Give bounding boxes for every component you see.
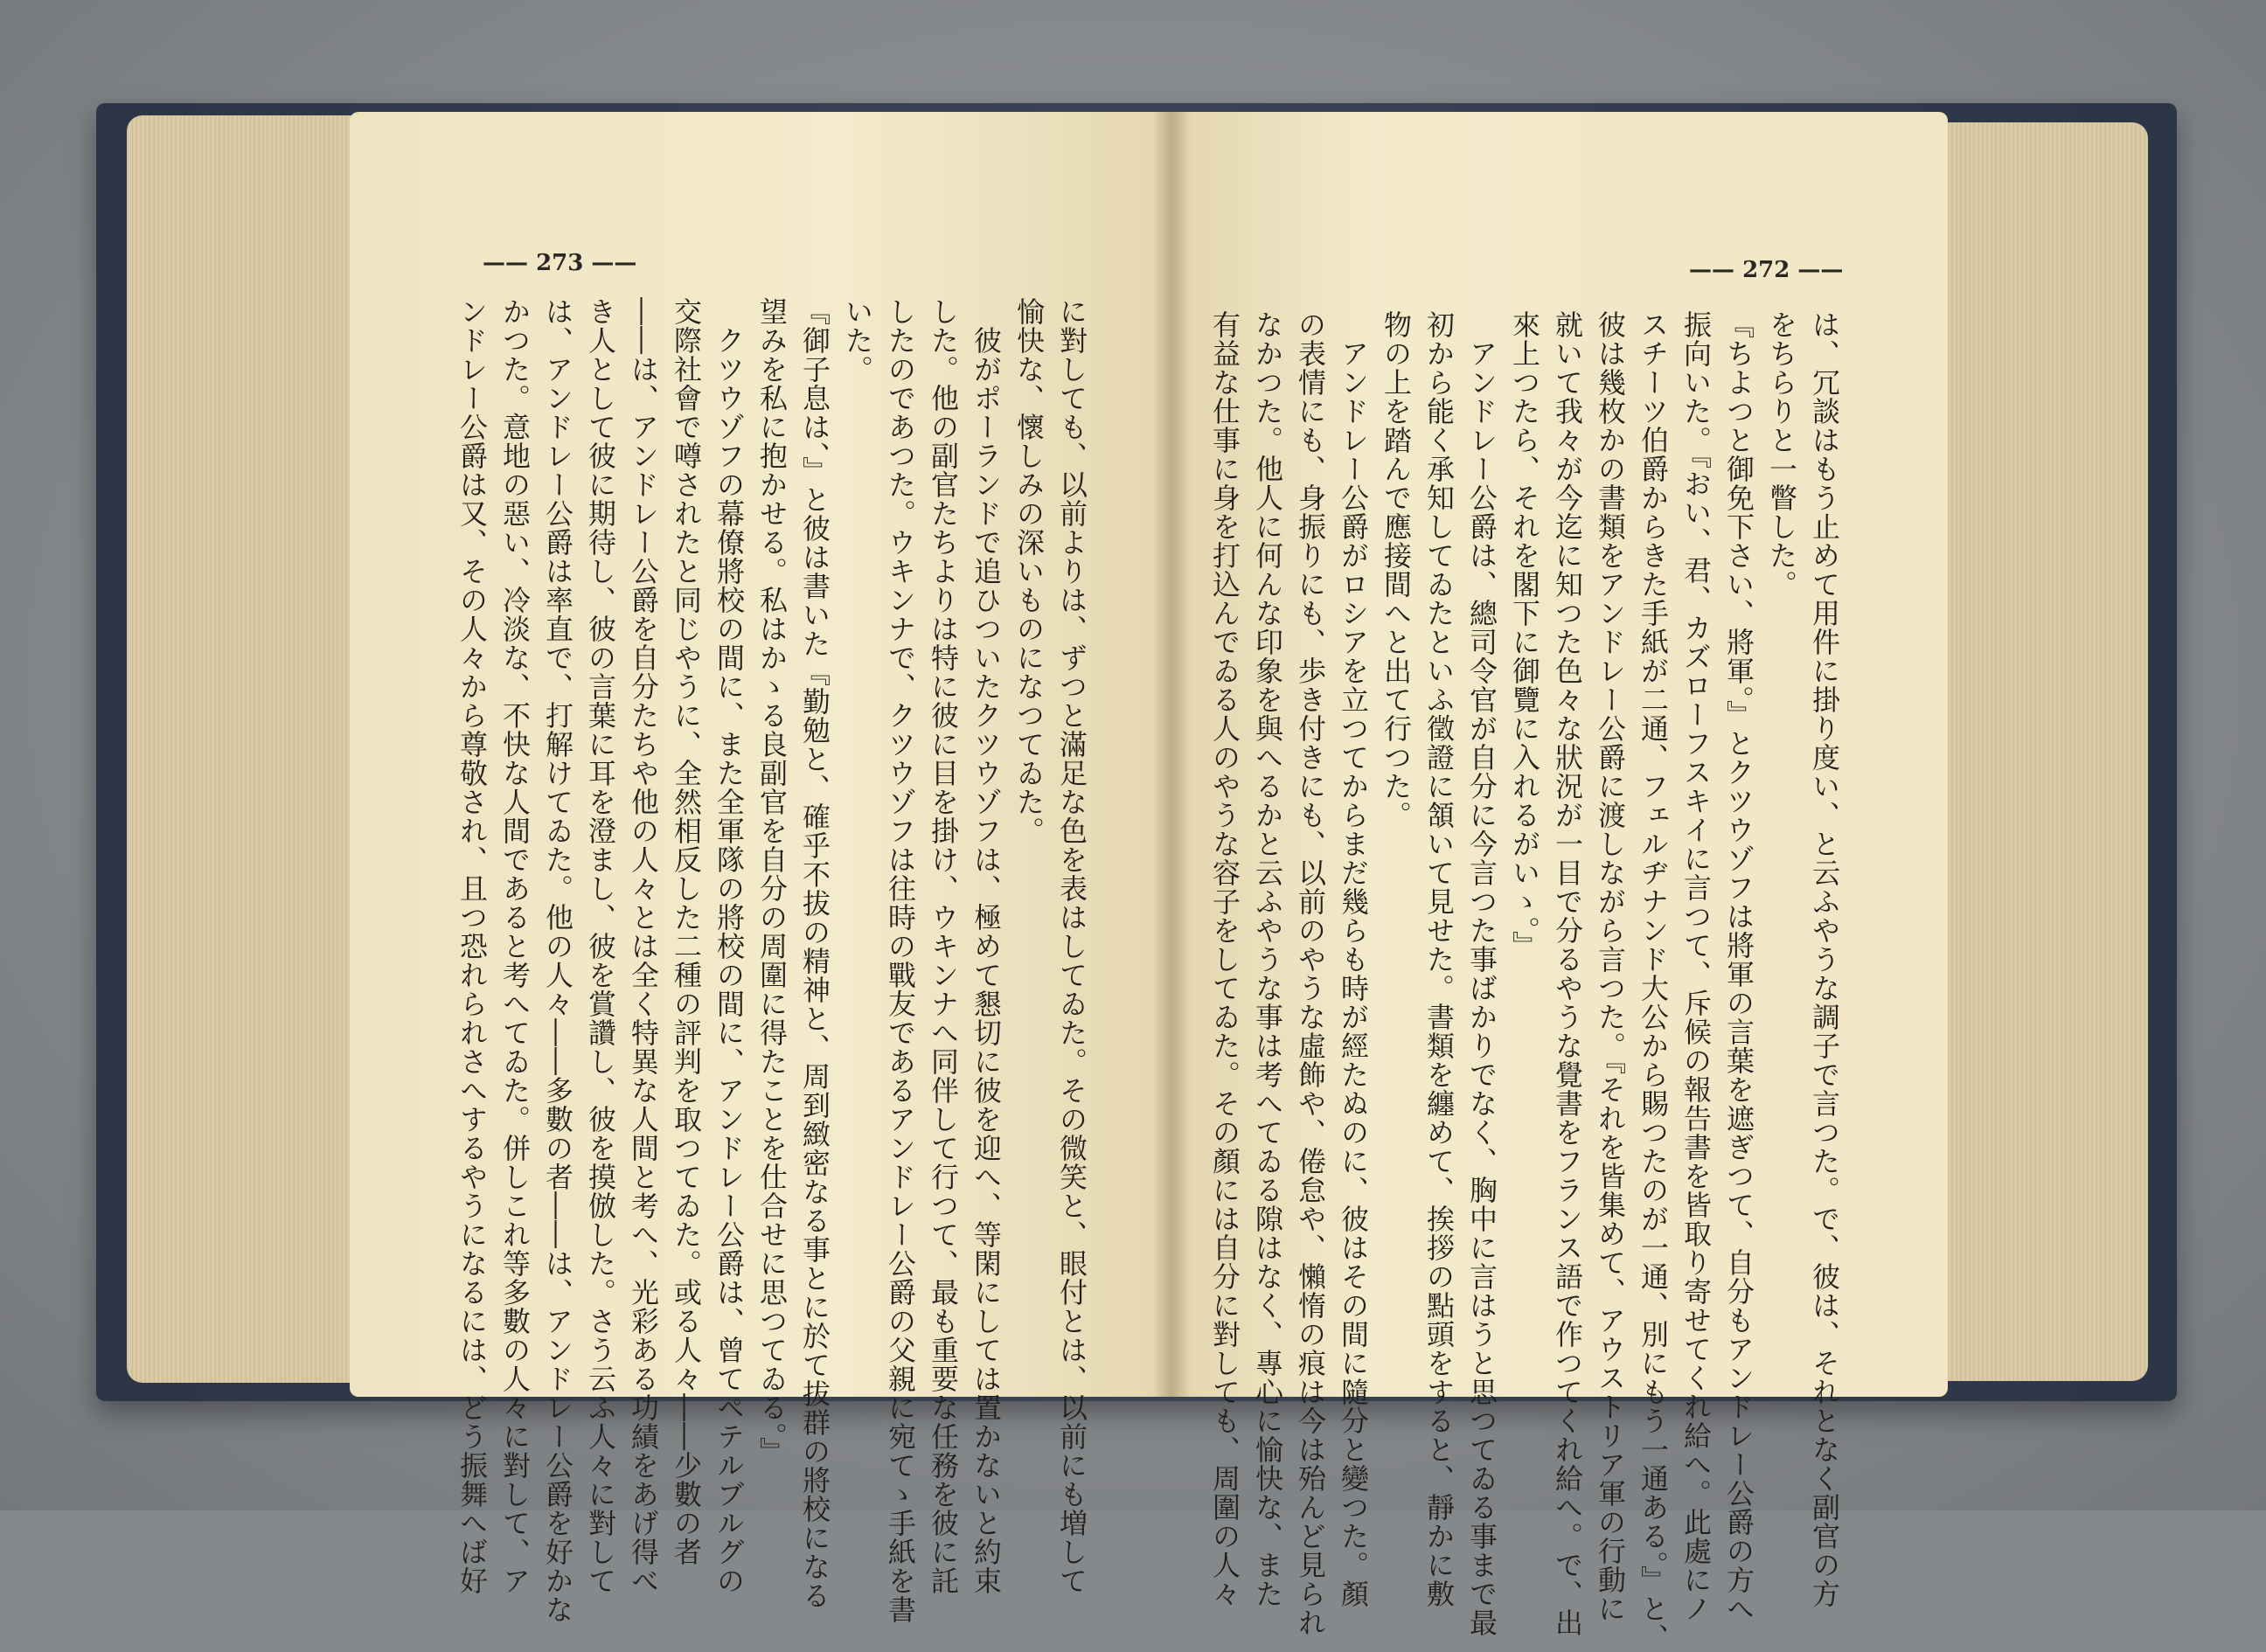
text-column: 就いて我々が今迄に知つた色々な狀況が一目で分るやうな覺書をフランス語で作つてくれ給へ。で、出 xyxy=(1551,310,1584,1637)
folio-rule: —— xyxy=(583,250,637,276)
text-column: 初から能く承知してゐたといふ徵證に頷いて見せた。書類を纏めて、挨拶の點頭をすると、靜かに敷 xyxy=(1422,310,1456,1608)
book-gutter xyxy=(1152,112,1191,1397)
text-column: 望みを私に抱かせる。私はかゝる良副官を自分の周圍に得たことを仕合せに思つてゐる。』 xyxy=(755,297,789,1466)
text-column: 有益な仕事に身を打込んでゐる人のやうな容子をしてゐた。その顏には自分に對しても、周圍の人々 xyxy=(1208,310,1241,1608)
folio-rule: —— xyxy=(1790,257,1844,283)
text-column: 交際社會で噂されたと同じやうに、全然相反した二種の評判を取つてゐた。或る人々――少數の者 xyxy=(670,297,703,1566)
text-column: 彼がポーランドで追ひついたクツウゾフは、極めて懇切に彼を迎へ、等閑にしては置かないと約束 xyxy=(970,297,1003,1595)
text-column: アンドレー公爵は、總司令官が自分に今言つた事ばかりでなく、胸中に言はうと思つてゐる事まで最 xyxy=(1465,310,1498,1637)
right-page-number xyxy=(1689,257,1843,283)
text-column: は、アンドレー公爵は率直で、打解けてゐた。他の人々――多數の者――は、アンドレー公爵を好かな xyxy=(541,297,574,1624)
left-page-number xyxy=(483,250,636,276)
text-column: の表情にも、身振りにも、歩き付きにも、以前のやうな虛飾や、倦怠や、懶惰の痕は今は殆んど見られ xyxy=(1294,310,1327,1637)
text-column: いた。 xyxy=(841,297,874,384)
folio-rule: —— xyxy=(1689,257,1743,283)
text-column: き人として彼に期待し、彼の言葉に耳を澄まし、彼を賞讚し、彼を摸倣した。さう云ふ人々に對して xyxy=(584,297,617,1595)
text-column: したのであつた。ウキンナで、クツウゾフは往時の戰友であるアンドレー公爵の父親に宛てゝ手紙を書 xyxy=(884,297,917,1624)
text-column: は、冗談はもう止めて用件に掛り度い、と云ふやうな調子で言つた。で、彼は、それとなく副官の方 xyxy=(1808,310,1841,1608)
text-column: アンドレー公爵がロシアを立つてからまだ幾らも時が經たぬのに、彼はその間に隨分と變つた。顏 xyxy=(1337,310,1370,1608)
text-column: スチーツ伯爵からきた手紙が二通、フェルヂナンド大公から賜つたのが一通、別にもう一通ある。』と、 xyxy=(1637,310,1670,1652)
text-column: 『御子息は、』と彼は書いた『勤勉と、確乎不拔の精神と、周到緻密なる事とに於て拔群の將校になる xyxy=(798,297,831,1610)
text-column: かつた。意地の惡い、冷淡な、不快な人間であると考へてゐた。併しこれ等多數の人々に對して、ア xyxy=(498,297,532,1595)
right-page-text xyxy=(1208,310,1845,1652)
page-edges-right xyxy=(1943,122,2148,1381)
text-column: 『ちよつと御免下さい、將軍。』とクツウゾフは將軍の言葉を遮ぎつて、自分もアンドレー公爵の方へ xyxy=(1722,310,1755,1623)
text-column: 振向いた。『おい、君、カズローフスキイに言つて、斥候の報告書を皆取り寄せてくれ給へ。此處にノ xyxy=(1679,310,1713,1623)
text-column: クツウゾフの幕僚將校の間に、また全軍隊の將校の間に、アンドレー公爵は、曾てペテルブルグの xyxy=(712,297,746,1595)
text-column: に對しても、以前よりは、ずつと滿足な色を表はしてゐた。その微笑と、眼付とは、以前にも増して xyxy=(1055,297,1088,1595)
right-page-number-value: 272 xyxy=(1742,257,1790,283)
text-column: 來上つたら、それを閣下に御覽に入れるがいゝ。』 xyxy=(1508,310,1541,960)
text-column: 愉快な、懷しみの深いものになつてゐた。 xyxy=(1012,297,1046,845)
left-page-number-value: 273 xyxy=(536,250,584,276)
left-page-text xyxy=(455,297,1093,1624)
text-column: をちらりと一瞥した。 xyxy=(1765,310,1798,599)
text-column: なかつた。他人に何んな印象を與へるかと云ふやうな事は考へてゐる隙はなく、專心に愉快な、また xyxy=(1251,310,1284,1608)
text-column: 彼は幾枚かの書類をアンドレー公爵に渡しながら言つた。『それを皆集めて、アウストリア軍の行動に xyxy=(1594,310,1627,1623)
text-column: ――は、アンドレー公爵を自分たちや他の人々とは全く特異な人間と考へ、光彩ある功績をあげ得べ xyxy=(627,297,660,1595)
text-column: 物の上を踏んで應接間へと出て行つた。 xyxy=(1380,310,1413,829)
folio-rule: —— xyxy=(483,250,537,276)
page-edges-left xyxy=(127,115,354,1383)
text-column: した。他の副官たちよりは特に彼に目を掛け、ウキンナへ同伴して行つて、最も重要な任務を彼に託 xyxy=(927,297,960,1595)
text-column: ンドレー公爵は又、その人々から尊敬され、且つ恐れられさへするやうになるには、どう振舞へば好 xyxy=(455,297,489,1595)
